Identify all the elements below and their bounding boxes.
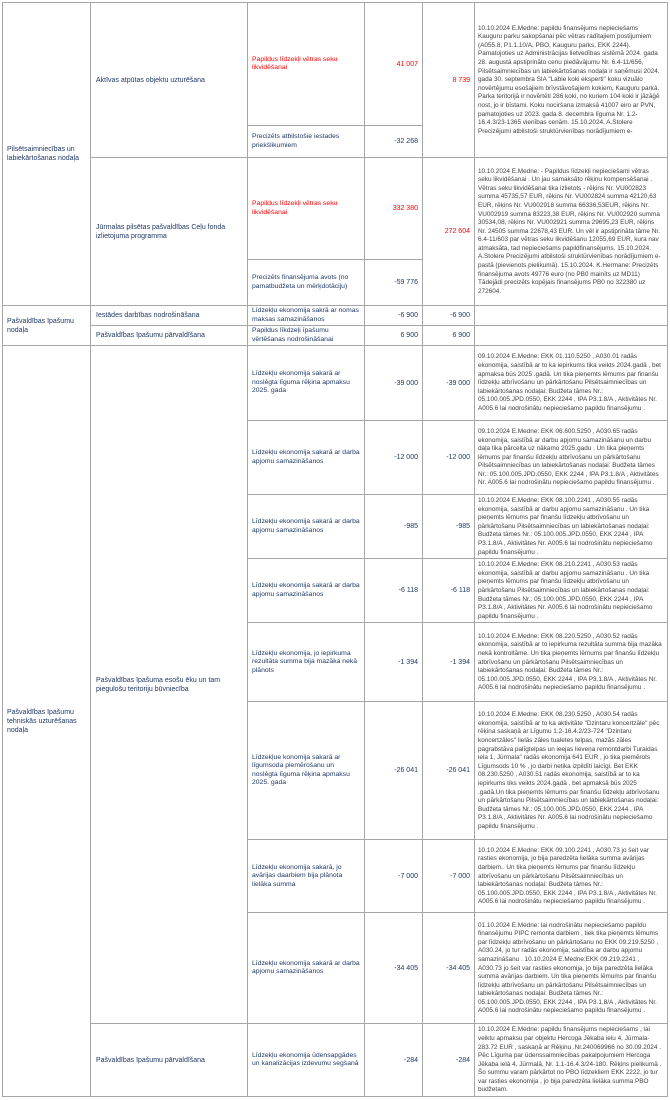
amount-change-cell: -32 268 [365,126,423,158]
table-row [3,326,668,346]
amount-final-cell: 8 739 [423,3,475,158]
description-cell: Līdzekļue konomija sakarā ar līgumsoda piemērošanu un noslēgta līguma rēķina apmaksu 2025. gada [248,702,365,840]
amount-final-cell: 6 900 [423,326,475,346]
amount-change-cell: -985 [365,495,423,559]
amount-final-cell: -34 405 [423,913,475,1024]
amount-change-cell: -1 394 [365,623,423,702]
amount-change-cell: -7 000 [365,840,423,913]
note-cell: 10.10.2024 E.Medne: papildu finansējums nepieciešams , lai veiktu apmaksu par objektu Hercoga Jēkaba ielu 4, Jūrmala-283.72 EUR , saskaņā ar Rēķinu .Nr.240069966 no 30.09.2024 . Pēc Līguma par ūdenssaimniecības pakalpojumiem Hercoga Jēkaba ielā 4, Jūrmalā, Nr. 1.1-16.4.3/24-180. Rēķins pielikumā . Šo summu varam pārkārtot no PBO līdzekliem EKK 2222, jo tur var rasties ekonomija , jo bija paredzēta lielāka summa PBO budžetam. [475,1024,668,1097]
note-cell: 10.10.2024 E.Medne: - Papildus līdzekļi nepieciešami vētras seku likvidēšanai . Un jau samaksāto rēķinu kompensēšanai . Vētras seku likvidēšanai tika izlietots - rēķins Nr. VU002823 summa 45735,57 EUR, rēķins Nr. VU002824 summa 42120,63 EUR, rēķins Nr. VU002918 summa 66336,53EUR, rēķins Nr. VU002919 summa 83223,38 EUR, rēķins Nr. VU002920 summa 30534,08, rēķins Nr. VU002921 summa 29695,23 EUR, rēķins Nr. 24505 summa 22678,43 EUR. Un vēl ir apstiprināta tāme Nr. 6.4-11/603 par vētras seku likvidēšanu 12055,69 EUR, kura nav atmaksāta, tad nepieciešams papildfinansējums. 15.10.2024. A.Stolere Precizējumi atbilstoši struktūrvienības norādījumiem e-pastā (pievienots pielikumā). 15.10.2024. K.Hermane: Precizēts finansējuma avots 49776 euro (no PB0 mainīts uz MD11) Tādejādi precizēts kopējais finansējums PB0 no 322380 uz 272604. [475,158,668,306]
amount-final-cell: 272 604 [423,158,475,306]
amount-change-cell: 6 900 [365,326,423,346]
amount-change-cell: -284 [365,1024,423,1097]
description-cell: Papildus līkdzeļi īpašumu vērtēšanas nodrošināšanai [248,326,365,346]
table-row [3,1024,668,1097]
budget-amendments-table [2,2,668,1097]
note-cell: 09.10.2024 E.Medne: EKK 06.600.5250 , A030.65 radās ekonomija, saistībā ar darbu apjomu samazināšanu un darbu daļa tika pārcelta uz nākamo 2025.gadu . Un tika pieņemts lēmums par finanšu līdzekļu atbrīvošanu un pārkārtošanu Pilsētsaimniecības un labiekārtošanas nodaļai: Budžeta tāmes Nr.: 05.100.005.JPD.0550, EKK 2244 , IPA P3.1.8/A , Aktivitātes Nr. A005.6 lai nodrošinātu nepieciešamo papildu finansējumu . [475,421,668,495]
note-cell: 10.10.2024 E.Medne: EKK 08.100.2241 , A030.55 radās ekonomija, saistībā ar darbu apjomu samazināšanu . Un tika pieņemts lēmums par finanšu līdzekļu atbrīvošanu un pārkārtošanu Pilsētsaimniecības un labiekārtošanas nodaļai: Budžeta tāmes Nr.: 05.100.005.JPD.0550, EKK 2244 , IPA P3.1.8/A , Aktivitātes Nr. A005.6 lai nodrošinātu nepieciešamo papildu finansējumu . [475,495,668,559]
description-cell: Līdzekļu ekonomija, jo iepirkuma rezultāta summa bija mazāka nekā plānots [248,623,365,702]
description-cell: Līdzekļu ekonomija sakarā ar darba apjomu samazināšanos [248,421,365,495]
note-cell [475,306,668,326]
table-row [3,3,668,126]
amount-change-cell: -6 900 [365,306,423,326]
amount-change-cell: -26 041 [365,702,423,840]
amount-final-cell: -7 000 [423,840,475,913]
note-cell: 10.10.2024 E.Medne: papildu finansējums nepieciešams Kauguru parku sakopšanai pēc vētras radītajiem postījumiem (A055.8, P1.1.10/A, PBO, Kauguru parks, EKK 2244). Pamatojoties uz Administrācijas lietvedības sistēmā 2024. gada 28. augustā apstiprināto cenu piedāvājumu Nr. 6.4-11/656, Pilsētsaimniecības un labiekārtošanas nodaļa ir saņēmusi 2024. gada 30. septembra SIA "Labie koki eksperti" koku vizuālo novērtējumu esošajiem brīvstāvošajiem kokiem, Kauguru parkā. Parka teritorijā ir novērtēti 286 koki, no kuriem 104 koki ir jāzāģē nost, jo ir bīstami. Koku nociršana izmaksā 41007 eiro ar PVN, pamatojoties uz 2023. gada 8. decembra līguma Nr. 1.2-16.4.3/23-1365 vienības cenām. 15.10.2024. A.Stolere Precizējumi atbilstoši struktūrvienības norādījumiem e- [475,3,668,158]
amount-change-cell: -6 118 [365,559,423,623]
program-cell: Pašvaldības īpašumu pārvaldīšana [91,326,248,346]
table-row [3,306,668,326]
description-cell: Līdzekļu ekonomija ūdensapgādes un kanalizācijas izdevumu segšanā [248,1024,365,1097]
amount-change-cell: 332 380 [365,158,423,260]
department-cell: Pašvaldības īpašumu nodaļa [3,306,91,346]
description-cell: Līdzekļu ekonomija sakarā ar noslēgta līguma rēķina apmaksu 2025. gada [248,346,365,421]
program-cell: Iestādes darbības nodrošināšana [91,306,248,326]
note-cell: 10.10.2024 E.Medne: EKK 08.230.5250 , A030.54 radās ekonomija, saistībā ar to ka aktivitāte "Dzintaru koncertzāle" pēc rēķina saskaņā ar Līgumu 1.2-16.4.2/23-724 "Dzintaru koncertzāles" lielās zāles tualetes telpas, mazās zāles pagrabstāva palīgtelpas un ieejas lieveņa remontdarbi Turaidas iela 1, Jūrmala" radās ekonomija 641 EUR , jo tika piemērots Līgumsods 10 % , jo darbi netika izpildīti laicīgi. Bet EKK 08.230.5250 , A030.51 radās ekonomija, saistībā ar to ka iepirkums tiks veikts 2024.gadā , bet apmaksā būs 2025 .gadā.Un tika pieņemts lēmums par finanšu līdzekļu atbrīvošanu un pārkārtošanu Pilsētsaimniecības un labiekārtošanas nodaļai: Budžeta tāmes Nr.: 05.100.005.JPD.0550, EKK 2244 , IPA P3.1.8/A , Aktivitātes Nr. A005.6 lai nodrošinātu nepieciešamo papildu finansējumu . [475,702,668,840]
amount-final-cell: -6 900 [423,306,475,326]
amount-change-cell: -12 000 [365,421,423,495]
department-cell: Pašvaldības īpašumu tehniskās uzturēšanas nodaļa [3,346,91,1097]
amount-final-cell: -985 [423,495,475,559]
note-cell: 10.10.2024 E.Medne: EKK 08.220.5250 , A030.52 radās ekonomija, saistībā ar to iepirkuma rezultāta summa bija mazāka nekā kontroltāme. Un tika pieņemts lēmums par finanšu līdzekļu atbrīvošanu un pārkārtošanu Pilsētsaimniecības un labiekārtošanas nodaļai: Budžeta tāmes Nr.: 05.100.005.JPD.0550, EKK 2244 , IPA P3.1.8/A , Aktivitātes Nr. A005.6 lai nodrošinātu nepieciešamo papildu finansējumu . [475,623,668,702]
table-row [3,346,668,421]
description-cell: Papildus līdzekļi vētras seku likvidēšanai [248,3,365,126]
program-cell: Pašvaldības īpašumu pārvaldīšana [91,1024,248,1097]
program-cell: Aktīvas atpūtas objektu uzturēšana [91,3,248,158]
note-cell: 01.10.2024 E.Medne: lai nodrošinātu nepieciešamo papildu finansējumu PIPC remonta darbiem , tiek tika pieņemts lēmums par līdzekļu atbrīvošanu un pārkārtošanu no EKK 09.219.5250 , A030.24, jo tur radās ekonomija, saistība ar darbu apjomu samazināšanu . 10.10.2024 E.Medne:EKK 09.219.2241 , A030.73 jo šeit var rasties ekonomija, jo bija paredzēta lielāka summa avārijas darbiem. Un tika pieņemts lēmums par finanšu līdzekļu atbrīvošanu un pārkārtošanu Pilsētsaimniecības un labiekārtošanas nodaļai: Budžeta tāmes Nr.: 05.100.005.JPD.0550, EKK 2244 , IPA P3.1.8/A , Aktivitātes Nr. A005.6 lai nodrošinātu nepieciešamo papildu finansējumu . [475,913,668,1024]
note-cell: 10.10.2024 E.Medne: EKK 08.210.2241 , A030.53 radās ekonomija, saistībā ar darbu apjomu samazināšanu . Un tika pieņemts lēmums par finanšu līdzekļu atbrīvošanu un pārkārtošanu Pilsētsaimniecības un labiekārtošanas nodaļai: Budžeta tāmes Nr.: 05.100.005.JPD.0550, EKK 2244 , IPA P3.1.8/A , Aktivitātes Nr. A005.6 lai nodrošinātu nepieciešamo papildu finansējumu . [475,559,668,623]
program-cell: Jūrmalas pilsētas pašvaldības Ceļu fonda izlietojuma programma [91,158,248,306]
note-cell [475,326,668,346]
amount-final-cell: -26 041 [423,702,475,840]
amount-final-cell: -6 118 [423,559,475,623]
description-cell: Līdzekļu ekonomija sakarā ar darba apjomu samazināšanos [248,559,365,623]
description-cell: Līdzekļu ekonomija sakarā ar darba apjomu samazināšanos [248,913,365,1024]
note-cell: 09.10.2024 E.Medne: EKK 01.110.5250 , A030.01 radās ekonomija, saistībā ar to ka iepirkums tika veikts 2024.gadā , bet apmaksa būs 2025 .gadā. Un tika pieņemts lēmums par finanšu līdzekļu atbrīvošanu un pārkārtošanu Pilsētsaimniecības un labiekārtošanas nodaļai: Budžeta tāmes Nr.: 05.100.005.JPD.0550, EKK 2244 , IPA P3.1.8/A , Aktivitātes Nr. A005.6 lai nodrošinātu nepieciešamo papildu finansējumu . [475,346,668,421]
note-cell: 10.10.2024 E.Medne: EKK 09.100.2241 , A030.73 jo šeit var rasties ekonomija, jo bija paredzēta lielāka summa avārijas darbiem.. Un tika pieņemts lēmums par finanšu līdzekļu atbrīvošanu un pārkārtošanu Pilsētsaimniecības un labiekārtošanas nodaļai: Budžeta tāmes Nr.: 05.100.005.JPD.0550, EKK 2244 , IPA P3.1.8/A , Aktivitātes Nr. A005.6 lai nodrošinātu nepieciešamo papildu finansējumu . [475,840,668,913]
description-cell: Papildus līdzekļi vētras seku likvidēšanai [248,158,365,260]
description-cell: Līdzekļu ekonomija sakrā ar nomas maksas samazināšanos [248,306,365,326]
amount-final-cell: -12 000 [423,421,475,495]
description-cell: Precizēts finansējuma avots (no pamatbudžeta un mērķdotāciju) [248,260,365,306]
amount-change-cell: -59 776 [365,260,423,306]
program-cell: Pašvaldības īpašuma esošu ēku un tam piegulošu teritoriju būvniecība [91,346,248,1024]
amount-change-cell: -39 000 [365,346,423,421]
amount-change-cell: 41 007 [365,3,423,126]
description-cell: Līdzekļu ekonomija sakarā, jo avārijas daarbiem bija plānota lielāka summa [248,840,365,913]
amount-final-cell: -284 [423,1024,475,1097]
table-row [3,158,668,260]
amount-final-cell: -39 000 [423,346,475,421]
description-cell: Precizēts atbilstošie iestades priekšlikumiem [248,126,365,158]
amount-change-cell: -34 405 [365,913,423,1024]
description-cell: Līdzekļu ekonomija sakarā ar darba apjomu samazināšanos [248,495,365,559]
department-cell: Pilsētsaimniecības un labiekārtošanas nodaļa [3,3,91,306]
amount-final-cell: -1 394 [423,623,475,702]
